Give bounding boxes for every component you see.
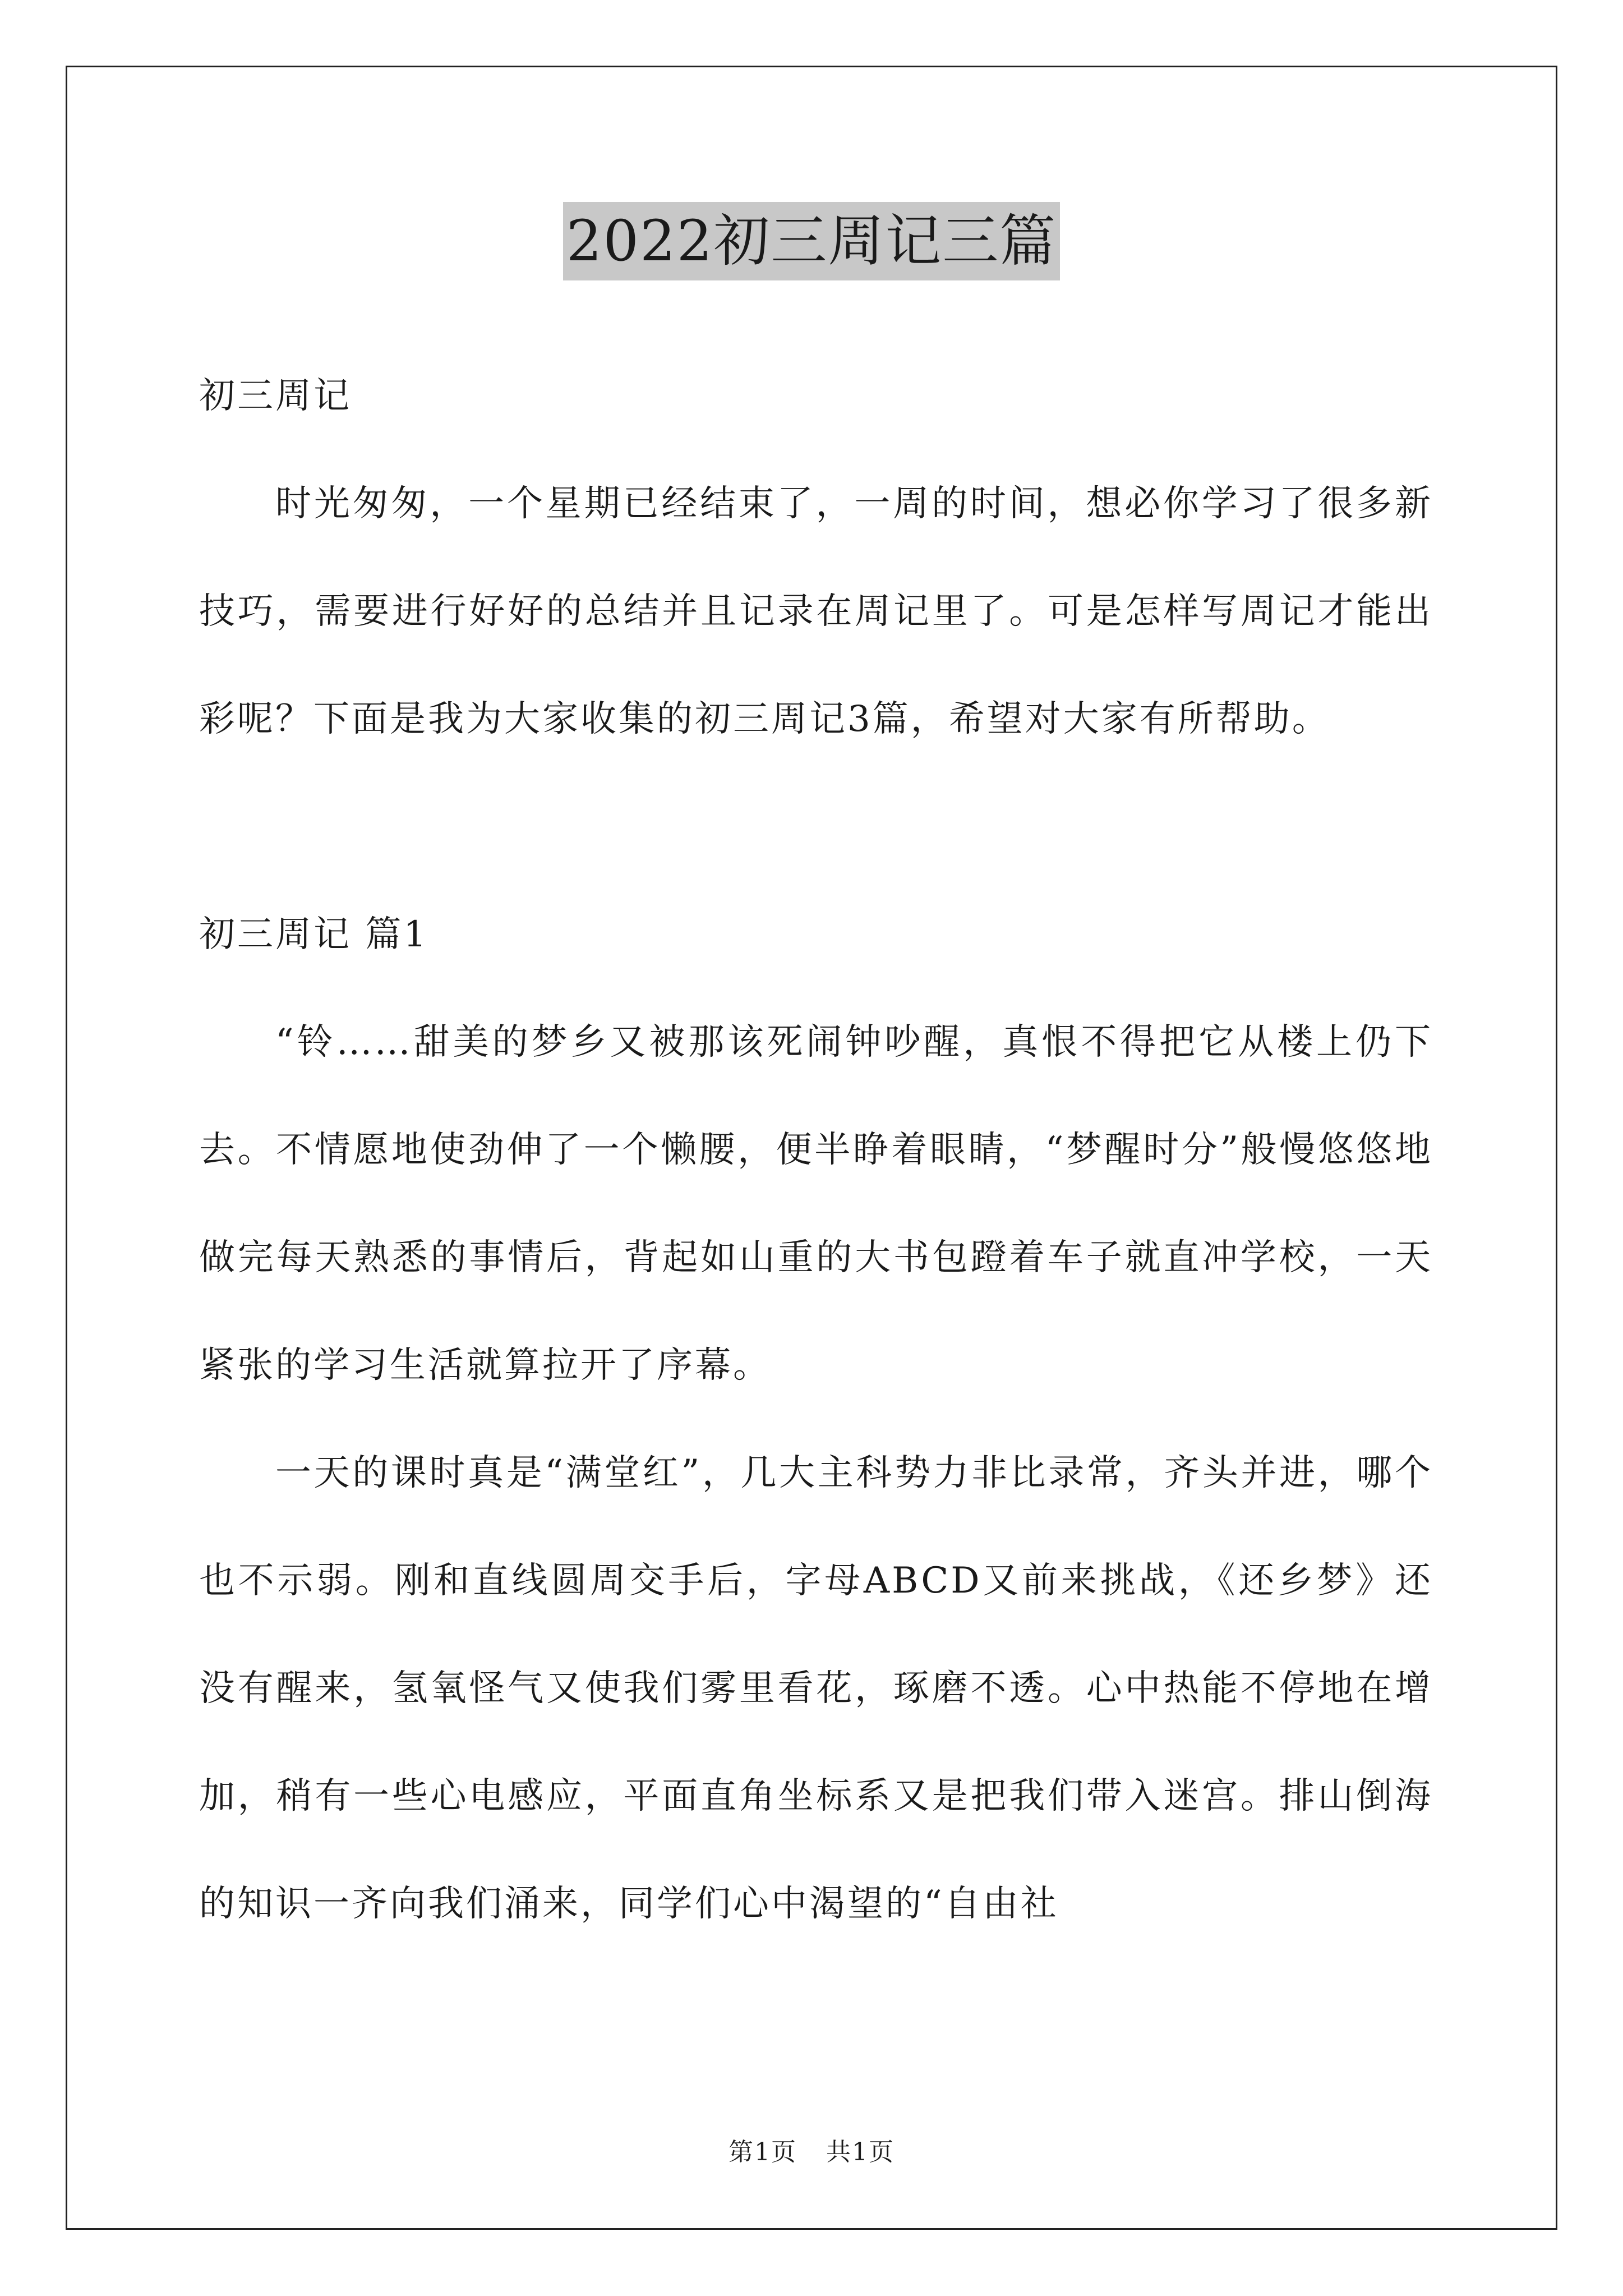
section-spacer: [199, 773, 1433, 881]
intro-paragraph: 时光匆匆，一个星期已经结束了，一周的时间，想必你学习了很多新技巧，需要进行好好的总结并且记录在周记里了。可是怎样写周记才能出彩呢？下面是我为大家收集的初三周记3篇，希望对大家有所帮助。: [199, 483, 1433, 740]
section1-heading: 初三周记 篇1: [199, 914, 429, 955]
section1-paragraph-1: “铃……甜美的梦乡又被那该死闹钟吵醒，真恨不得把它从楼上仍下去。不情愿地使劲伸了一个懒腰，便半睁着眼睛，“梦醒时分”般慢悠悠地做完每天熟悉的事情后，背起如山重的大书包蹬着车子就直冲学校，一天紧张的学习生活就算拉开了序幕。: [199, 1022, 1433, 1386]
title-container: [0, 202, 1623, 280]
document-body: [199, 342, 1433, 1958]
page-footer: [0, 2132, 1623, 2168]
footer-page-current: 第1页: [728, 2138, 797, 2166]
footer-page-total: 共1页: [826, 2138, 895, 2166]
document-title: 2022初三周记三篇: [563, 202, 1061, 280]
intro-heading: 初三周记: [199, 375, 352, 417]
section1-paragraph-2: 一天的课时真是“满堂红”，几大主科势力非比录常，齐头并进，哪个也不示弱。刚和直线圆周交手后，字母ABCD又前来挑战，《还乡梦》还没有醒来，氢氧怪气又使我们雾里看花，琢磨不透。心中热能不停地在增加，稍有一些心电感应，平面直角坐标系又是把我们带入迷宫。排山倒海的知识一齐向我们涌来，同学们心中渴望的“自由社: [199, 1452, 1433, 1925]
